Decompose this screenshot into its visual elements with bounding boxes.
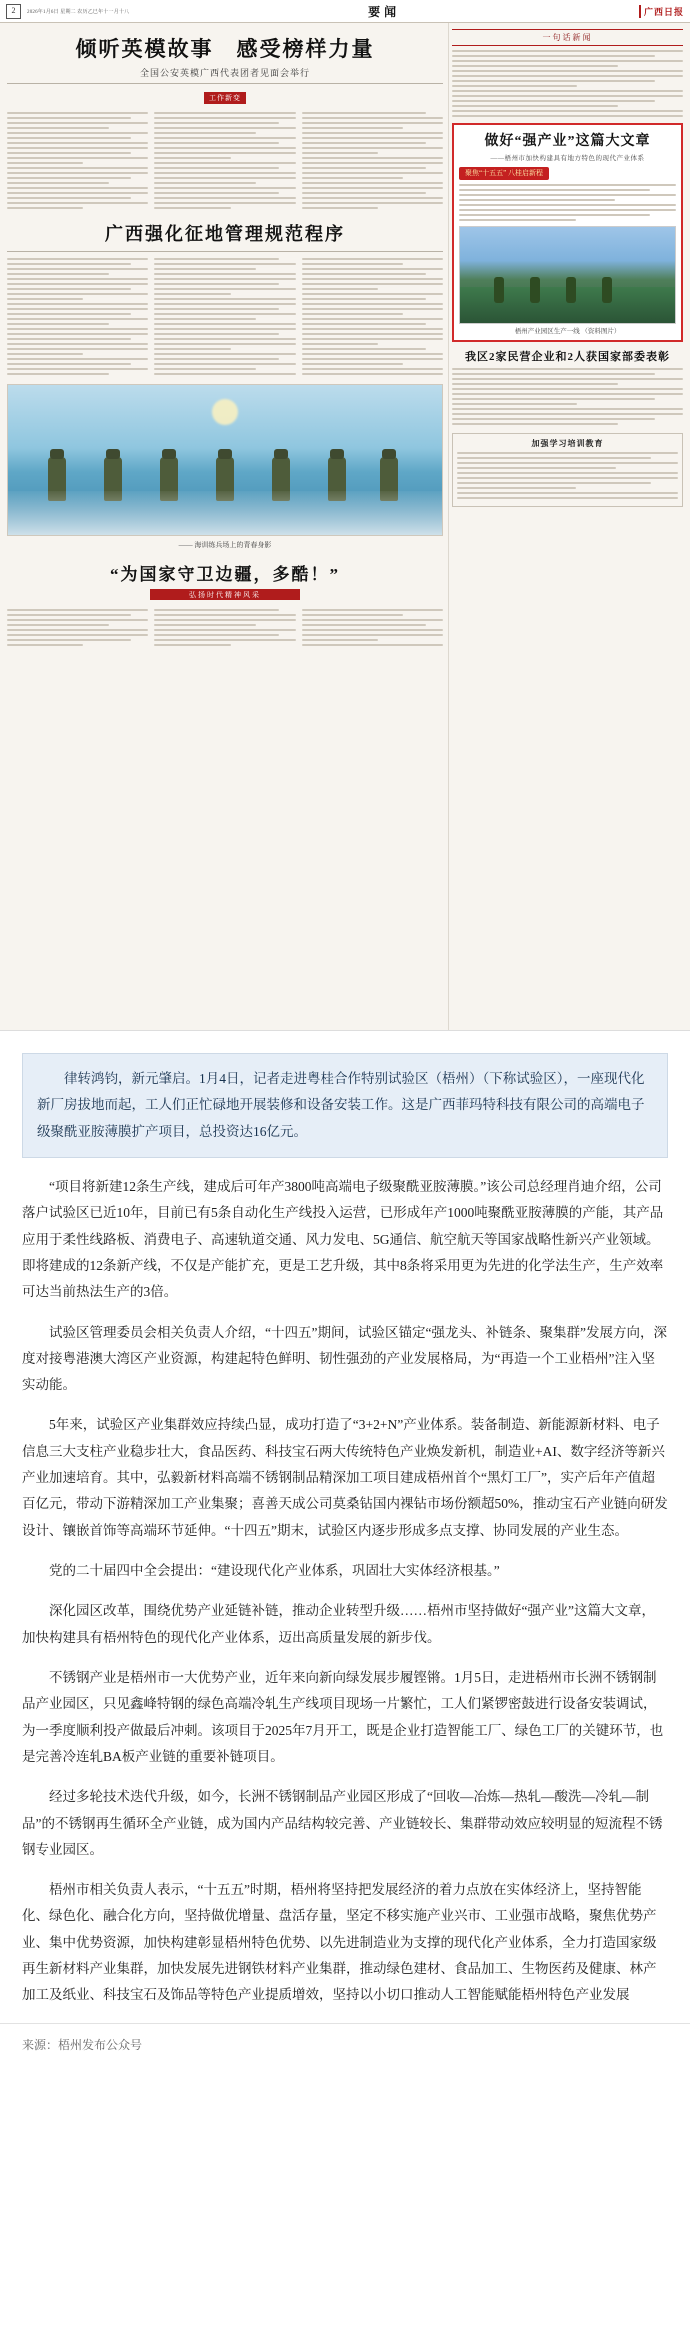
body-text-placeholder [457,452,678,499]
body-text-placeholder [459,184,676,221]
page-number: 2 [6,4,21,19]
newspaper-masthead [0,0,690,23]
masthead-section-title: 要闻 [368,4,401,19]
body-text-placeholder [302,112,443,209]
article-paragraph: 党的二十届四中全会提出：“建设现代化产业体系，巩固壮大实体经济根基。” [49,1563,500,1578]
body-text-placeholder [154,112,295,209]
article-paragraph: “项目将新建12条生产线，建成后可年产3800吨高端电子级聚酰亚胺薄膜。”该公司总经理肖迪介绍，公司落户试验区已近10年，目前已有5条自动化生产线投入运营，已形成年产1000吨聚酰亚胺薄膜的产能，其产品应用于柔性线路板、消费电子、高速轨道交通、风力发电、5G通信、航空航天等国家战略性新兴产业领域。即将建成的12条新产线，不仅是产能扩充，更是工艺升级，其中8条将采用更为先进的化学法生产，生产效率可达当前热法生产的3倍。 [22,1178,664,1300]
article-source: 来源：梧州发布公众号 [0,2023,690,2071]
second-headline: 广西强化征地管理规范程序 [105,224,345,244]
article-paragraph: 梧州市相关负责人表示，“十五五”时期，梧州将坚持把发展经济的着力点放在实体经济上，坚持智能化、绿色化、融合化方向，坚持做优增量、盘活存量，坚定不移实施产业兴市、工业强市战略，聚焦优势产业、集中优势资源，加快构建彰显梧州特色优势、以先进制造业为支撑的现代化产业体系，全力打造国家级再生新材料产业集群，加快发展先进钢铁材料产业集群，推动绿色建材、食品加工、生物医药及健康、林产加工及纸业、科技宝石及饰品等特色产业提质增效，坚持以小切口推动人工智能赋能梧州特色产业发展 [22,1882,657,2003]
text-column [7,255,148,378]
text-column [154,255,295,378]
photo-caption: —— 海训练兵场上的青春身影 [178,541,272,549]
body-text-placeholder [302,609,443,646]
section-tag: 工作新变 [204,92,246,104]
text-columns-bottom [7,606,443,649]
body-text-placeholder [7,112,148,209]
text-column [154,109,295,212]
article-paragraph: 深化园区改革，围绕优势产业延链补链，推动企业转型升级……梧州市坚持做好“强产业”这篇大文章，加快构建具有梧州特色的现代化产业体系，迈出高质量发展的新步伐。 [22,1603,655,1645]
featured-article-box [452,123,683,342]
newspaper-logo: 广西日报 [639,5,684,18]
third-headline: “为国家守卫边疆，多酷！” [110,565,340,584]
red-tag-wrap [7,87,443,105]
main-headline: 倾听英模故事 感受榜样力量 [75,37,375,61]
body-text-placeholder [302,258,443,375]
featured-badge: 聚焦“十五五” 八桂启新程 [459,167,549,180]
issue-date: 2026年1月6日 星期二 农历乙巳年十一月十八 [27,9,130,15]
article-paragraph: 试验区管理委员会相关负责人介绍，“十四五”期间，试验区锚定“强龙头、补链条、聚集群”发展方向，深度对接粤港澳大湾区产业资源，构建起特色鲜明、韧性强劲的产业发展格局，为“再造一个工业梧州”注入坚实动能。 [22,1324,667,1393]
featured-subtitle: ——梧州市加快构建具有地方特色的现代产业体系 [490,155,645,162]
text-column [7,606,148,649]
body-text-placeholder [154,258,295,375]
featured-photo [459,226,676,324]
newspaper-body [0,23,690,1031]
newspaper-scan [0,0,690,1031]
featured-title: 做好“强产业”这篇大文章 [484,134,651,149]
body-text-placeholder [452,368,683,425]
text-column [154,606,295,649]
soldiers-photo [7,384,443,536]
text-column [302,606,443,649]
text-column [302,255,443,378]
divider [7,83,443,84]
sun-shape [212,399,238,425]
body-text-placeholder [7,609,148,646]
masthead-right [639,5,684,18]
article-paragraph: 不锈钢产业是梧州市一大优势产业，近年来向新向绿发展步履铿锵。1月5日，走进梧州市长洲不锈钢制品产业园区，只见鑫峰特钢的绿色高端冷轧生产线项目现场一片繁忙，工人们紧锣密鼓进行设备安装调试，为一季度顺利投产做最后冲刺。该项目于2025年7月开工，既是企业打造智能工厂、绿色工厂的关键环节，也是完善冷连轧BA板产业链的重要补链项目。 [22,1669,664,1764]
red-bar-label: 弘扬时代精神风采 [150,589,300,600]
text-columns-top [7,109,443,212]
text-column [7,109,148,212]
masthead-left [6,4,129,19]
featured-photo-caption: 梧州产业园区生产一线 （资料图片） [514,328,621,335]
article-body [0,1031,690,2009]
wave-foam [8,491,442,535]
body-text-placeholder [154,609,295,646]
sidebar-box [452,433,683,507]
text-columns-middle [7,255,443,378]
main-subhead: 全国公安英模广西代表团者见面会举行 [139,68,310,78]
article-paragraph: 经过多轮技术迭代升级，如今，长洲不锈钢制品产业园区形成了“回收—冶炼—热轧—酸洗—冷轧—制品”的不锈钢再生循环全产业链，成为国内产品结构较完善、产业链较长、集群带动效应较明显的短流程不锈钢专业园区。 [22,1789,663,1857]
newspaper-left-column [0,23,448,1031]
newspaper-right-column [448,23,690,1031]
one-line-news-title: 一句话新闻 [452,29,683,46]
right-article-headline: 我区2家民营企业和2人获国家部委表彰 [465,351,670,363]
text-column [302,109,443,212]
article-paragraph: 5年来，试验区产业集群效应持续凸显，成功打造了“3+2+N”产业体系。装备制造、新能源新材料、电子信息三大支柱产业稳步壮大，食品医药、科技宝石两大传统特色产业焕发新机，制造业+AI、数字经济等新兴产业加速培育。其中，弘毅新材料高端不锈钢制品精深加工项目建成梧州首个“黑灯工厂”，实产后年产值超百亿元，带动下游精深加工产业集聚；喜善天成公司莫桑钻国内裸钻市场份额超50%，推动宝石产业链向研发设计、镶嵌首饰等高端环节延伸。“十四五”期末，试验区内逐步形成多点支撑、协同发展的产业生态。 [22,1417,668,1538]
body-text-placeholder [452,50,683,117]
article-lede: 律转鸿钧，新元肇启。1月4日，记者走进粤桂合作特别试验区（梧州）（下称试验区），一座现代化新厂房拔地而起，工人们正忙碌地开展装修和设备安装工作。这是广西菲玛特科技有限公司的高端电子级聚酰亚胺薄膜扩产项目，总投资达16亿元。 [22,1053,668,1158]
sidebar-box-title: 加强学习培训教育 [531,439,604,448]
divider [7,251,443,252]
body-text-placeholder [7,258,148,375]
